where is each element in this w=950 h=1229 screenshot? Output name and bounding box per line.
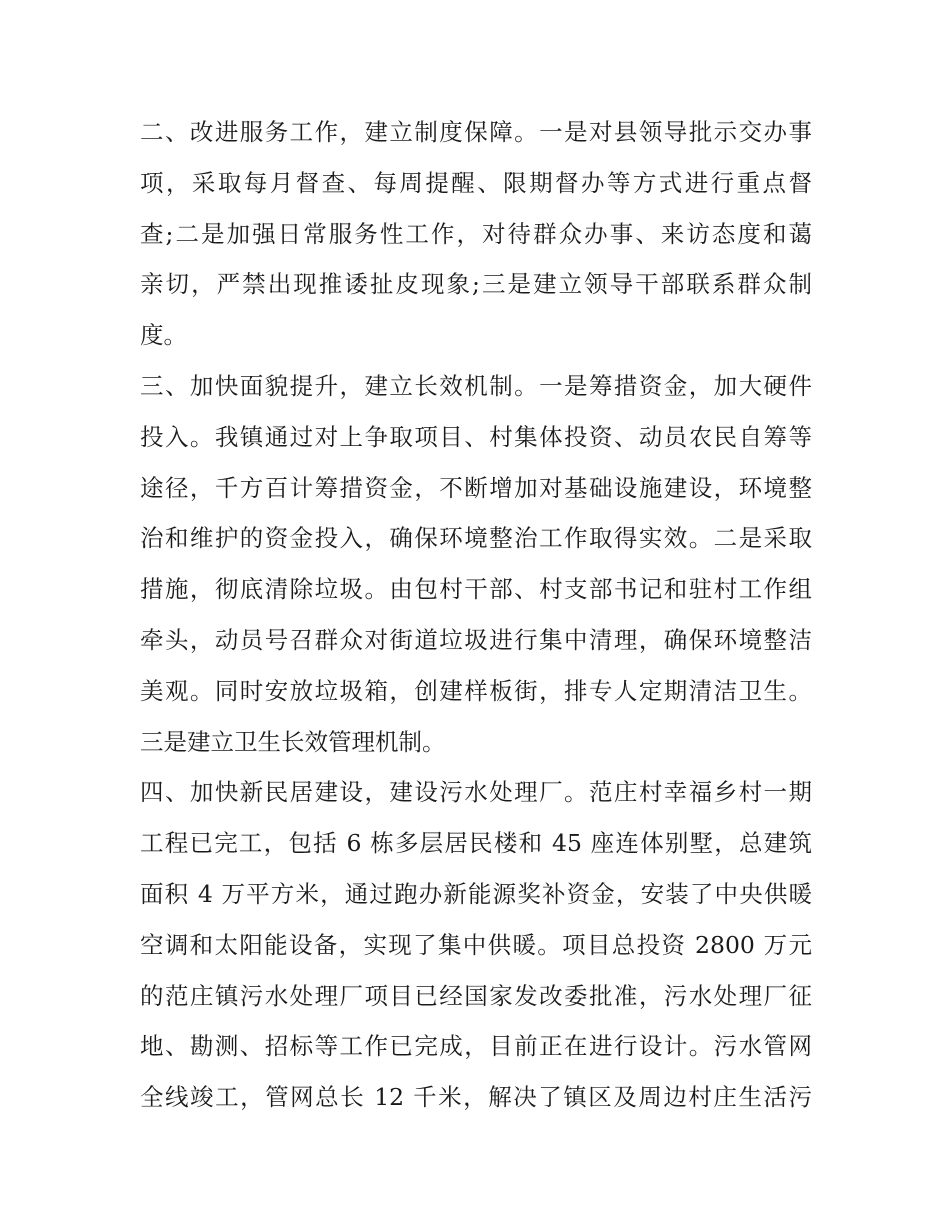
- text-line: 地、勘测、招标等工作已完成，目前正在进行设计。污水管网: [140, 1032, 812, 1061]
- text-line: 二、改进服务工作，建立制度保障。一是对县领导批示交办事: [140, 118, 812, 146]
- text-line: 三是建立卫生长效管理机制。: [140, 727, 446, 756]
- text-line: 途径，千方百计筹措资金，不断增加对基础设施建设，环境整: [140, 473, 812, 502]
- text-line: 四、加快新民居建设，建设污水处理厂。范庄村幸福乡村一期: [140, 778, 812, 807]
- text-line: 全线竣工，管网总长 12 千米，解决了镇区及周边村庄生活污: [140, 1083, 812, 1112]
- document-body: [140, 107, 812, 1123]
- text-line: 三、加快面貌提升，建立长效机制。一是筹措资金，加大硬件: [140, 371, 812, 400]
- text-line: 牵头，动员号召群众对街道垃圾进行集中清理，确保环境整洁: [140, 625, 812, 654]
- text-line: 工程已完工，包括 6 栋多层居民楼和 45 座连体别墅，总建筑: [140, 829, 812, 858]
- text-line: 措施，彻底清除垃圾。由包村干部、村支部书记和驻村工作组: [140, 575, 812, 604]
- text-line: 美观。同时安放垃圾箱，创建样板街，排专人定期清洁卫生。: [140, 676, 812, 705]
- text-line: 治和维护的资金投入，确保环境整治工作取得实效。二是采取: [140, 524, 812, 553]
- text-line: 投入。我镇通过对上争取项目、村集体投资、动员农民自筹等: [140, 422, 812, 451]
- text-line: 的范庄镇污水处理厂项目已经国家发改委批准，污水处理厂征: [140, 981, 812, 1010]
- text-line: 空调和太阳能设备，实现了集中供暖。项目总投资 2800 万元: [140, 930, 812, 959]
- text-line: 亲切，严禁出现推诿扯皮现象;三是建立领导干部联系群众制: [140, 270, 812, 299]
- text-line: 查;二是加强日常服务性工作，对待群众办事、来访态度和蔼: [140, 219, 812, 248]
- text-line: 面积 4 万平方米，通过跑办新能源奖补资金，安装了中央供暖: [140, 879, 812, 908]
- text-line: 度。: [140, 321, 187, 350]
- text-line: 项，采取每月督查、每周提醒、限期督办等方式进行重点督: [140, 168, 812, 197]
